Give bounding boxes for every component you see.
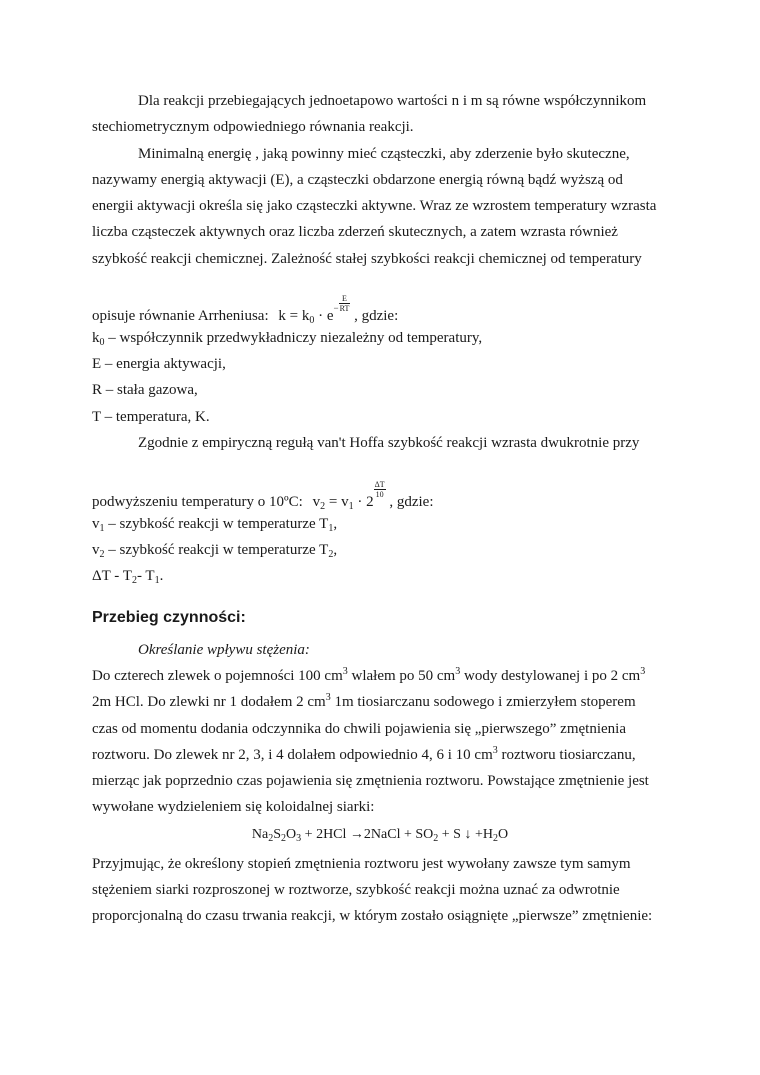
eq-k0: k xyxy=(301,308,310,324)
section-heading: Przebieg czynności: xyxy=(92,609,246,626)
sup: 3 xyxy=(342,666,348,677)
eq-exponent-fraction xyxy=(339,294,351,313)
text: roztworu tiosiarczanu, xyxy=(497,747,636,763)
sym: v xyxy=(92,542,100,558)
eq-v2-sub: 2 xyxy=(320,501,326,512)
text: Do czterech zlewek o pojemności 100 cm xyxy=(92,668,343,684)
text: + 2HCl xyxy=(301,827,350,842)
sub: 2 xyxy=(268,833,274,844)
paragraph-line: Przyjmując, że określony stopień zmętnienia roztworu jest wywołany zawsze tym samym xyxy=(92,856,631,872)
text: , gdzie: xyxy=(389,494,434,510)
text: + S xyxy=(438,827,465,842)
text: opisuje równanie Arrheniusa: xyxy=(92,308,269,324)
eq-v1-sub: 1 xyxy=(348,501,354,512)
sym: k xyxy=(92,330,100,346)
definition-v2 xyxy=(92,541,337,559)
reaction-arrow-icon: → xyxy=(349,827,364,842)
paragraph-line: proporcjonalną do czasu trwania reakcji, w którym zostało osiągnięte „pierwsze” zmętnienie: xyxy=(92,908,653,924)
sup: 3 xyxy=(492,745,498,756)
text: , gdzie: xyxy=(354,308,399,324)
text: wody destylowanej i po 2 cm xyxy=(460,668,641,684)
eq-equals: = xyxy=(325,494,342,510)
eq-exponent-fraction xyxy=(374,480,386,499)
text: O xyxy=(497,827,509,842)
sub: 1 xyxy=(328,523,334,534)
section-subheading: Określanie wpływu stężenia: xyxy=(138,642,310,658)
text: wlałem po 50 cm xyxy=(347,668,456,684)
definition-k0 xyxy=(92,329,482,347)
eq-minus: − xyxy=(333,303,339,313)
eq-exp-den: RT xyxy=(339,304,350,313)
paragraph-line: Minimalną energię , jaką powinny mieć cząsteczki, aby zderzenie było skuteczne, xyxy=(138,146,630,162)
text: . xyxy=(159,568,164,584)
sub: 2 xyxy=(492,833,498,844)
eq-exp-den: 10 xyxy=(375,490,384,499)
sym: v xyxy=(92,516,100,532)
text: ΔT - T xyxy=(92,568,132,584)
procedure-line: mierząc jak poprzednio czas pojawienia się zmętnienia roztworu. Powstające zmętnienie jest xyxy=(92,773,649,789)
sup: 3 xyxy=(455,666,461,677)
paragraph-line: Zgodnie z empiryczną regułą van't Hoffa szybkość reakcji wzrasta dwukrotnie przy xyxy=(138,435,640,451)
text: 1m tiosiarczanu sodowego i zmierzyłem stoperem xyxy=(330,694,636,710)
sub: 3 xyxy=(296,833,302,844)
procedure-line: czas od momentu dodania odczynnika do chwili pojawienia się „pierwszego” zmętnienia xyxy=(92,721,626,737)
text: Na xyxy=(251,827,269,842)
definition-r: R – stała gazowa, xyxy=(92,382,198,398)
sub: 2 xyxy=(281,833,287,844)
paragraph-line: stężeniem siarki rozproszonej w roztworze, szybkość reakcji można uznać za odwrotnie xyxy=(92,882,620,898)
sub: 2 xyxy=(131,575,137,586)
text: , xyxy=(333,542,338,558)
eq-e: e xyxy=(326,308,334,324)
paragraph-line: energii aktywacji określa się jako cząsteczki aktywne. Wraz ze wzrostem temperatury wzrasta xyxy=(92,198,657,214)
sub: 1 xyxy=(154,575,160,586)
text: podwyższeniu temperatury o 10ºC: xyxy=(92,494,303,510)
paragraph-line: liczba cząsteczek aktywnych oraz liczba zderzeń skutecznych, a zatem wzrasta również xyxy=(92,224,618,240)
definition-e: E – energia aktywacji, xyxy=(92,356,226,372)
paragraph-line: szybkość reakcji chemicznej. Zależność stałej szybkości reakcji chemicznej od temperatury xyxy=(92,251,642,267)
sub: 1 xyxy=(99,523,105,534)
text: S xyxy=(273,827,282,842)
sup: 3 xyxy=(325,692,331,703)
eq-equals: = xyxy=(285,308,302,324)
paragraph-line: nazywamy energią aktywacji (E), a cząsteczki obdarzone energią równą bądź wyższą od xyxy=(92,172,623,188)
definition-v1 xyxy=(92,515,337,533)
eq-exp-num: E xyxy=(339,294,351,304)
precipitate-arrow-icon: ↓ xyxy=(464,827,472,842)
arrhenius-line xyxy=(92,294,398,325)
sub: 2 xyxy=(433,833,439,844)
text: – szybkość reakcji w temperaturze T xyxy=(104,542,329,558)
eq-base: 2 xyxy=(366,494,374,510)
arrhenius-equation xyxy=(278,294,354,326)
definition-t: T – temperatura, K. xyxy=(92,409,210,425)
procedure-line: wywołane wydzieleniem się koloidalnej siarki: xyxy=(92,799,375,815)
sup: 3 xyxy=(640,666,646,677)
paragraph-line: Dla reakcji przebiegających jednoetapowo wartości n i m są równe współczynnikom xyxy=(138,93,647,109)
text: roztworu. Do zlewek nr 2, 3, i 4 dolałem odpowiednio 4, 6 i 10 cm xyxy=(92,747,493,763)
eq-dot: · xyxy=(314,308,327,324)
sub: 2 xyxy=(99,549,105,560)
sub: 2 xyxy=(328,549,334,560)
sub: 0 xyxy=(99,337,105,348)
definition-delta-t xyxy=(92,567,163,585)
text: - T xyxy=(136,568,155,584)
reaction-equation xyxy=(0,826,760,844)
text: – szybkość reakcji w temperaturze T xyxy=(104,516,329,532)
vanthoff-line xyxy=(92,480,434,511)
eq-v1: v xyxy=(341,494,349,510)
text: O xyxy=(286,827,297,842)
eq-k: k xyxy=(278,308,286,324)
text: +H xyxy=(471,827,493,842)
text: – współczynnik przedwykładniczy niezależny od temperatury, xyxy=(104,330,483,346)
eq-v2: v xyxy=(312,494,321,510)
eq-k0-sub: 0 xyxy=(309,315,315,326)
eq-exp-num: ΔT xyxy=(374,480,385,489)
procedure-line xyxy=(92,693,636,711)
procedure-line xyxy=(92,746,636,764)
text: 2NaCl + SO xyxy=(363,827,434,842)
text: 2m HCl. Do zlewki nr 1 dodałem 2 cm xyxy=(92,694,326,710)
paragraph-line: stechiometrycznym odpowiedniego równania reakcji. xyxy=(92,119,414,135)
text: , xyxy=(333,516,338,532)
procedure-line xyxy=(92,667,645,685)
eq-dot: · xyxy=(353,494,367,510)
